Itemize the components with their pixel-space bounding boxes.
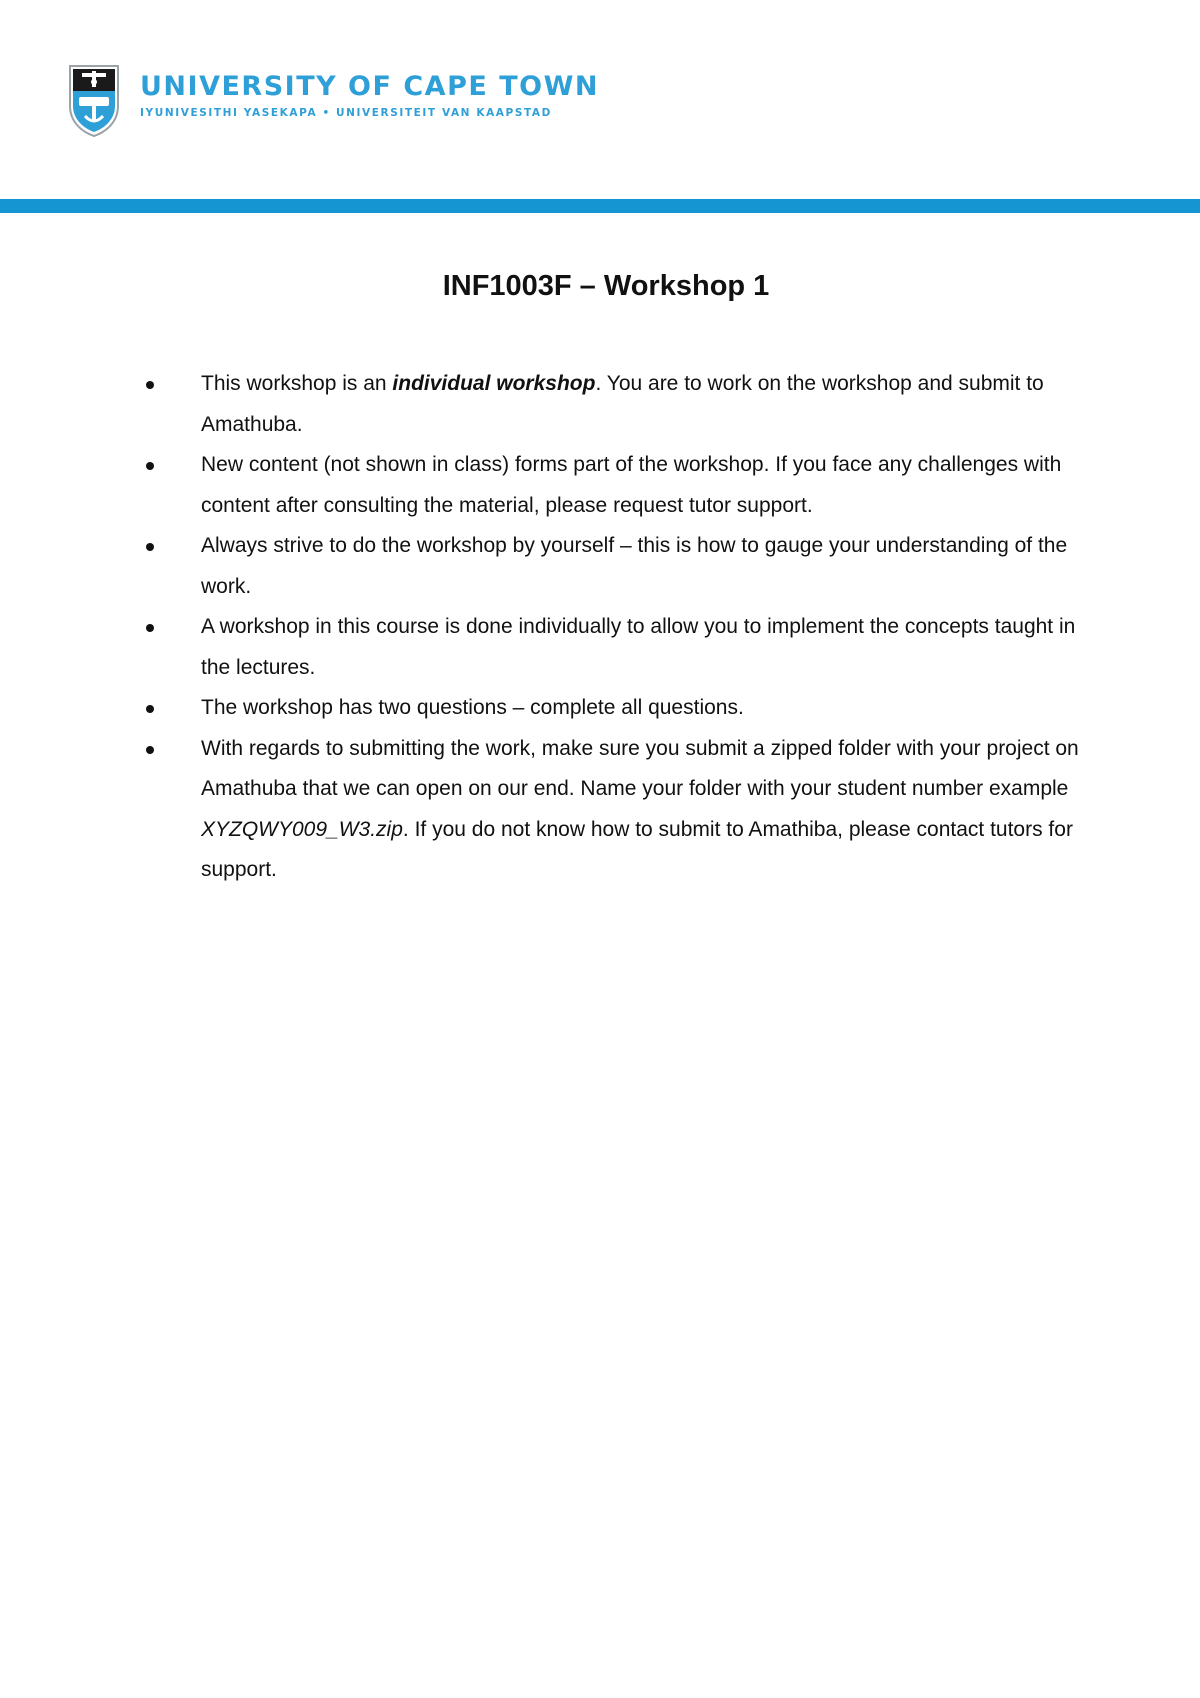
list-item-text-start: With regards to submitting the work, make sure you submit a zipped folder with your project on Amathuba that we can open on our end. Name your folder with your student number example [201,736,1079,800]
page-header [66,62,666,140]
document-title: INF1003F – Workshop 1 [442,270,770,302]
list-item [140,526,1100,607]
list-item-text: The workshop has two questions – complete all questions. [201,696,744,719]
list-item [140,364,1100,445]
header-accent-bar [0,199,1200,213]
example-filename: XYZQWY009_W3.zip [201,817,403,841]
list-item-text: Always strive to do the workshop by yourself – this is how to gauge your understanding of the work. [201,534,1068,598]
university-subtitle: IYUNIVESITHI YASEKAPA • UNIVERSITEIT VAN KAAPSTAD [140,107,552,119]
bullet-icon [146,746,154,754]
list-item-text: New content (not shown in class) forms part of the workshop. If you face any challenges with content after consulting the material, please request tutor support. [201,453,1062,517]
bullet-icon [146,543,154,551]
list-item [140,445,1100,526]
university-name: UNIVERSITY OF CAPE TOWN [140,71,599,102]
list-item [140,607,1100,688]
list-item-text: A workshop in this course is done individually to allow you to implement the concepts taught in the lectures. [201,615,1076,679]
university-wordmark [140,72,599,120]
bullet-icon [146,705,154,713]
list-item-text-end: . You are to work on the workshop and submit to Amathuba. [201,372,1044,436]
bullet-icon [146,462,154,470]
university-crest-icon [66,62,122,138]
list-item-text-end: . If you do not know how to submit to Amathiba, please contact tutors for support. [201,817,1073,881]
bullet-icon [146,381,154,389]
bullet-icon [146,624,154,632]
list-item-emphasis: individual workshop [392,372,596,395]
instructions-list [140,364,1100,891]
list-item [140,688,1100,729]
list-item [140,729,1100,891]
list-item-text-start: This workshop is an [201,372,393,395]
